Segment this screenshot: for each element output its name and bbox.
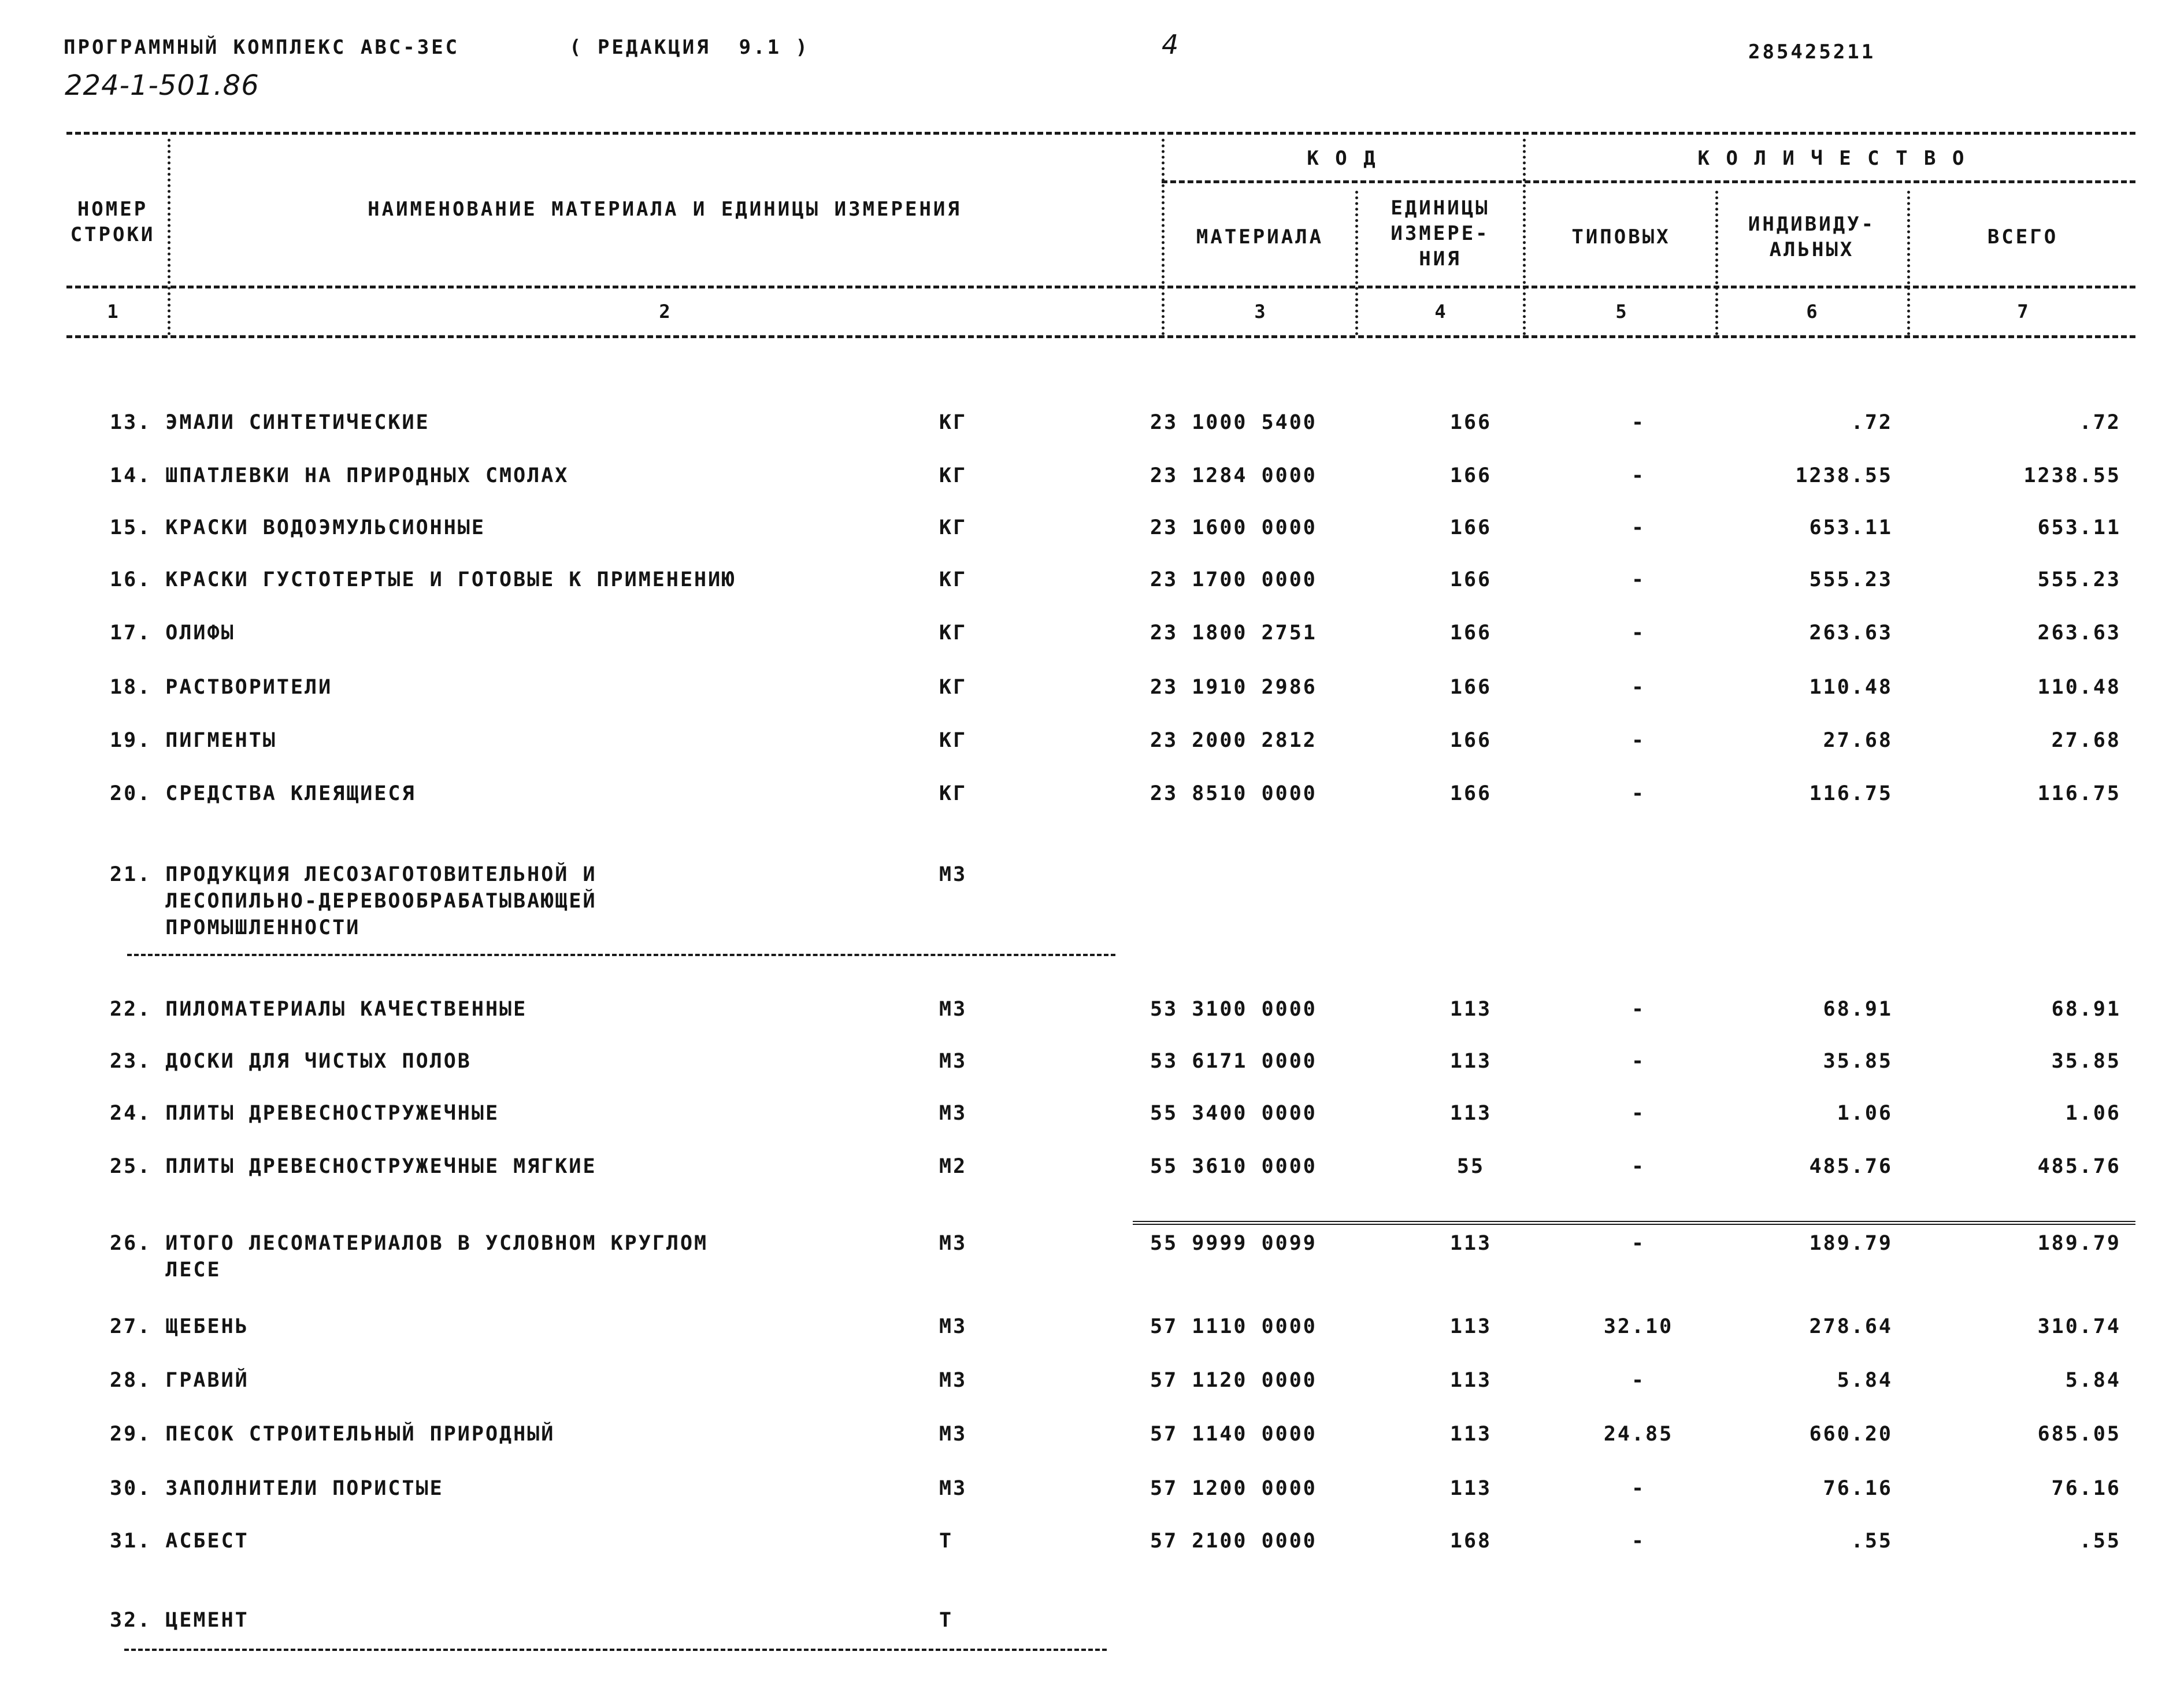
cell-name: 18. РАСТВОРИТЕЛИ: [110, 676, 333, 699]
cell-code: 23 2000 2812: [1150, 729, 1317, 752]
cell-unit: М3: [939, 998, 967, 1021]
cell-typical: -: [1631, 782, 1646, 805]
header-mid-rule: [66, 286, 2135, 288]
cell-typical: -: [1631, 568, 1646, 591]
cell-individual: 278.64: [1809, 1315, 1893, 1338]
cell-total: 685.05: [2037, 1423, 2121, 1446]
cell-code: 55 3400 0000: [1150, 1102, 1317, 1125]
col-separator-2: [1162, 139, 1165, 335]
cell-typical: -: [1631, 1102, 1646, 1125]
cell-typical: -: [1631, 1155, 1646, 1178]
cell-ucode: 113: [1449, 1369, 1492, 1392]
header-qty-typical: ТИПОВЫХ: [1571, 225, 1671, 249]
cell-unit: М3: [939, 1369, 967, 1392]
cell-code: 23 1284 0000: [1150, 464, 1317, 487]
cell-name: 21. ПРОДУКЦИЯ ЛЕСОЗАГОТОВИТЕЛЬНОЙ И ЛЕСОПИЛЬНО-ДЕРЕВООБРАБАТЫВАЮЩЕЙ ПРОМЫШЛЕННОСТИ: [110, 863, 597, 939]
cell-individual: 116.75: [1809, 782, 1893, 805]
cell-name: 23. ДОСКИ ДЛЯ ЧИСТЫХ ПОЛОВ: [110, 1050, 472, 1073]
cell-unit: М3: [939, 1423, 967, 1446]
cell-unit: М3: [939, 1315, 967, 1338]
cell-typical: -: [1631, 411, 1646, 434]
cell-total: 76.16: [2051, 1477, 2121, 1500]
cell-code: 23 1000 5400: [1150, 411, 1317, 434]
cell-individual: 263.63: [1809, 621, 1893, 645]
cell-ucode: 113: [1449, 998, 1492, 1021]
cell-ucode: 166: [1449, 782, 1492, 805]
cell-name: 26. ИТОГО ЛЕСОМАТЕРИАЛОВ В УСЛОВНОМ КРУГЛОМ ЛЕСЕ: [110, 1232, 709, 1282]
cell-total: 555.23: [2037, 568, 2121, 591]
cell-code: 53 6171 0000: [1150, 1050, 1317, 1073]
cell-total: 116.75: [2037, 782, 2121, 805]
cell-code: 57 1200 0000: [1150, 1477, 1317, 1500]
cell-ucode: 113: [1449, 1102, 1492, 1125]
col-number-2: 2: [659, 301, 670, 323]
row32-underline: [124, 1649, 1107, 1651]
cell-ucode: 166: [1449, 411, 1492, 434]
cell-individual: 68.91: [1823, 998, 1893, 1021]
cell-unit: КГ: [939, 621, 967, 645]
cell-ucode: 166: [1449, 464, 1492, 487]
cell-code: 23 1800 2751: [1150, 621, 1317, 645]
cell-name: 30. ЗАПОЛНИТЕЛИ ПОРИСТЫЕ: [110, 1477, 444, 1500]
cell-name: 29. ПЕСОК СТРОИТЕЛЬНЫЙ ПРИРОДНЫЙ: [110, 1423, 555, 1446]
cell-name: 16. КРАСКИ ГУСТОТЕРТЫЕ И ГОТОВЫЕ К ПРИМЕНЕНИЮ: [110, 568, 736, 591]
header-qty-individual: ИНДИВИДУ- АЛЬНЫХ: [1748, 213, 1876, 261]
col-number-6: 6: [1806, 301, 1818, 323]
cell-code: 57 1110 0000: [1150, 1315, 1317, 1338]
col-number-5: 5: [1615, 301, 1627, 323]
cell-total: 5.84: [2065, 1369, 2121, 1392]
cell-name: 15. КРАСКИ ВОДОЭМУЛЬСИОННЫЕ: [110, 516, 485, 539]
cell-unit: М2: [939, 1155, 967, 1178]
cell-individual: .72: [1851, 411, 1893, 434]
col-number-3: 3: [1254, 301, 1266, 323]
cell-individual: 653.11: [1809, 516, 1893, 539]
page-number: 4: [1162, 29, 1180, 60]
cell-typical: 32.10: [1603, 1315, 1674, 1338]
cell-code: 57 1140 0000: [1150, 1423, 1317, 1446]
header-bottom-rule: [66, 335, 2135, 338]
cell-typical: -: [1631, 998, 1646, 1021]
cell-total: 110.48: [2037, 676, 2121, 699]
col-number-4: 4: [1434, 301, 1446, 323]
cell-individual: 5.84: [1837, 1369, 1893, 1392]
cell-total: 653.11: [2037, 516, 2121, 539]
cell-ucode: 166: [1449, 568, 1492, 591]
cell-typical: -: [1631, 729, 1646, 752]
cell-individual: 110.48: [1809, 676, 1893, 699]
cell-code: 57 2100 0000: [1150, 1530, 1317, 1553]
col-separator-3: [1355, 191, 1358, 335]
cell-ucode: 166: [1449, 729, 1492, 752]
cell-name: 25. ПЛИТЫ ДРЕВЕСНОСТРУЖЕЧНЫЕ МЯГКИЕ: [110, 1155, 597, 1178]
cell-name: 13. ЭМАЛИ СИНТЕТИЧЕСКИЕ: [110, 411, 430, 434]
cell-unit: КГ: [939, 782, 967, 805]
header-qty-total: ВСЕГО: [1987, 225, 2059, 249]
cell-individual: 555.23: [1809, 568, 1893, 591]
cell-unit: КГ: [939, 516, 967, 539]
cell-unit: М3: [939, 1050, 967, 1073]
cell-total: 27.68: [2051, 729, 2121, 752]
cell-code: 23 8510 0000: [1150, 782, 1317, 805]
cell-unit: М3: [939, 1102, 967, 1125]
edition-label: ( РЕДАКЦИЯ 9.1 ): [569, 36, 810, 59]
cell-unit: КГ: [939, 464, 967, 487]
cell-unit: М3: [939, 1477, 967, 1500]
cell-name: 22. ПИЛОМАТЕРИАЛЫ КАЧЕСТВЕННЫЕ: [110, 998, 528, 1021]
col-separator-1: [168, 139, 170, 335]
col-separator-5: [1715, 191, 1718, 335]
cell-ucode: 113: [1449, 1477, 1492, 1500]
header-qty-group: К О Л И Ч Е С Т В О: [1697, 147, 1967, 170]
cell-typical: -: [1631, 1477, 1646, 1500]
cell-total: 35.85: [2051, 1050, 2121, 1073]
cell-total: 1238.55: [2023, 464, 2121, 487]
handwritten-code: 224-1-501.86: [65, 69, 259, 102]
cell-total: 189.79: [2037, 1232, 2121, 1255]
cell-typical: -: [1631, 621, 1646, 645]
cell-ucode: 113: [1449, 1423, 1492, 1446]
cell-ucode: 55: [1456, 1155, 1485, 1178]
cell-individual: 189.79: [1809, 1232, 1893, 1255]
cell-code: 53 3100 0000: [1150, 998, 1317, 1021]
cell-individual: 35.85: [1823, 1050, 1893, 1073]
cell-unit: Т: [939, 1609, 954, 1632]
cell-name: 24. ПЛИТЫ ДРЕВЕСНОСТРУЖЕЧНЫЕ: [110, 1102, 500, 1125]
col-separator-4: [1523, 139, 1526, 335]
cell-name: 27. ЩЕБЕНЬ: [110, 1315, 249, 1338]
row21-underline: [127, 954, 1115, 956]
cell-individual: 76.16: [1823, 1477, 1893, 1500]
cell-name: 28. ГРАВИЙ: [110, 1369, 249, 1392]
cell-unit: КГ: [939, 729, 967, 752]
header-group-rule: [1162, 180, 2135, 183]
header-name: НАИМЕНОВАНИЕ МАТЕРИАЛА И ЕДИНИЦЫ ИЗМЕРЕНИЯ: [368, 198, 962, 221]
cell-ucode: 166: [1449, 676, 1492, 699]
cell-typical: -: [1631, 516, 1646, 539]
cell-name: 32. ЦЕМЕНТ: [110, 1609, 249, 1632]
cell-unit: М3: [939, 863, 967, 886]
program-title: ПРОГРАММНЫЙ КОМПЛЕКС АВС-ЗЕС: [64, 36, 460, 59]
header-code-material: МАТЕРИАЛА: [1196, 225, 1324, 249]
cell-typical: -: [1631, 1232, 1646, 1255]
cell-typical: -: [1631, 676, 1646, 699]
header-top-rule: [66, 132, 2135, 135]
cell-typical: -: [1631, 1050, 1646, 1073]
cell-ucode: 166: [1449, 516, 1492, 539]
cell-ucode: 113: [1449, 1050, 1492, 1073]
cell-name: 31. АСБЕСТ: [110, 1530, 249, 1553]
header-code-group: К О Д: [1307, 147, 1378, 170]
cell-individual: 485.76: [1809, 1155, 1893, 1178]
cell-name: 17. ОЛИФЫ: [110, 621, 235, 645]
cell-name: 14. ШПАТЛЕВКИ НА ПРИРОДНЫХ СМОЛАХ: [110, 464, 569, 487]
cell-total: 68.91: [2051, 998, 2121, 1021]
cell-total: 263.63: [2037, 621, 2121, 645]
cell-name: 20. СРЕДСТВА КЛЕЯЩИЕСЯ: [110, 782, 416, 805]
cell-individual: 1.06: [1837, 1102, 1893, 1125]
cell-individual: .55: [1851, 1530, 1893, 1553]
cell-typical: -: [1631, 1369, 1646, 1392]
cell-code: 23 1910 2986: [1150, 676, 1317, 699]
cell-code: 55 3610 0000: [1150, 1155, 1317, 1178]
cell-unit: КГ: [939, 568, 967, 591]
cell-name: 19. ПИГМЕНТЫ: [110, 729, 277, 752]
cell-individual: 27.68: [1823, 729, 1893, 752]
cell-code: 23 1600 0000: [1150, 516, 1317, 539]
cell-typical: -: [1631, 464, 1646, 487]
header-line-no: НОМЕР СТРОКИ: [70, 198, 155, 246]
cell-typical: -: [1631, 1530, 1646, 1553]
cell-total: 310.74: [2037, 1315, 2121, 1338]
cell-code: 57 1120 0000: [1150, 1369, 1317, 1392]
cell-unit: Т: [939, 1530, 954, 1553]
total-separator: [1133, 1221, 2135, 1225]
header-code-unit: ЕДИНИЦЫ ИЗМЕРЕ- НИЯ: [1391, 197, 1490, 271]
col-separator-6: [1907, 191, 1910, 335]
cell-ucode: 113: [1449, 1315, 1492, 1338]
cell-unit: КГ: [939, 411, 967, 434]
col-number-1: 1: [107, 301, 118, 323]
cell-total: .72: [2079, 411, 2121, 434]
cell-unit: М3: [939, 1232, 967, 1255]
cell-ucode: 168: [1449, 1530, 1492, 1553]
cell-total: 485.76: [2037, 1155, 2121, 1178]
cell-unit: КГ: [939, 676, 967, 699]
cell-code: 55 9999 0099: [1150, 1232, 1317, 1255]
cell-total: .55: [2079, 1530, 2121, 1553]
cell-ucode: 113: [1449, 1232, 1492, 1255]
cell-total: 1.06: [2065, 1102, 2121, 1125]
cell-code: 23 1700 0000: [1150, 568, 1317, 591]
cell-ucode: 166: [1449, 621, 1492, 645]
cell-typical: 24.85: [1603, 1423, 1674, 1446]
cell-individual: 1238.55: [1795, 464, 1893, 487]
cell-individual: 660.20: [1809, 1423, 1893, 1446]
col-number-7: 7: [2017, 301, 2029, 323]
document-number: 285425211: [1748, 40, 1876, 64]
